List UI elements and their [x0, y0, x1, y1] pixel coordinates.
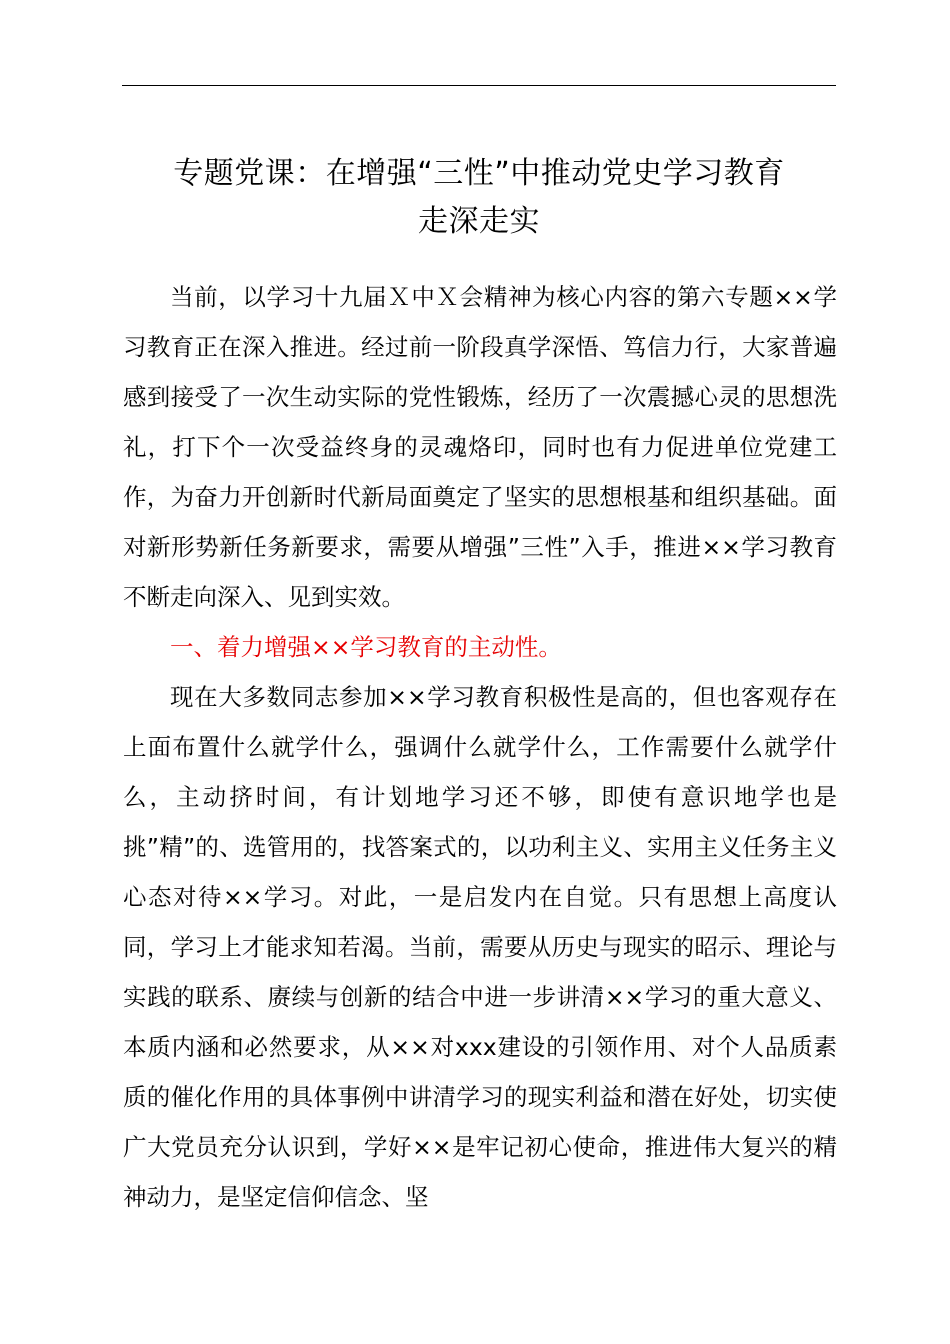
document-body	[123, 272, 837, 1222]
section-1-paragraph: 现在大多数同志参加××学习教育积极性是高的，但也客观存在上面布置什么就学什么，强调什么就学什么，工作需要什么就学什么，主动挤时间，有计划地学习还不够，即使有意识地学也是挑”精”的、选管用的，找答案式的，以功利主义、实用主义任务主义心态对待××学习。对此，一是启发内在自觉。只有思想上高度认同，学习上才能求知若渴。当前，需要从历史与现实的昭示、理论与实践的联系、赓续与创新的结合中进一步讲清××学习的重大意义、本质内涵和必然要求，从××对xxx建设的引领作用、对个人品质素质的催化作用的具体事例中讲清学习的现实利益和潜在好处，切实使广大党员充分认识到，学好××是牢记初心使命，推进伟大复兴的精神动力，是坚定信仰信念、坚	[123, 683, 837, 1211]
header-rule	[122, 85, 836, 86]
intro-paragraph: 当前，以学习十九届Ｘ中Ｘ会精神为核心内容的第六专题××学习教育正在深入推进。经过前一阶段真学深悟、笃信力行，大家普遍感到接受了一次生动实际的党性锻炼，经历了一次震撼心灵的思想洗礼，打下个一次受益终身的灵魂烙印，同时也有力促进单位党建工作，为奋力开创新时代新局面奠定了坚实的思想根基和组织基础。面对新形势新任务新要求，需要从增强”三性”入手，推进××学习教育不断走向深入、见到实效。	[123, 283, 837, 611]
document-title	[110, 150, 848, 246]
title-line-1: 专题党课：在增强“三性”中推动党史学习教育	[173, 156, 785, 191]
title-line-2: 走深走实	[418, 204, 540, 239]
section-heading-1: 一、着力增强××学习教育的主动性。	[170, 633, 562, 661]
